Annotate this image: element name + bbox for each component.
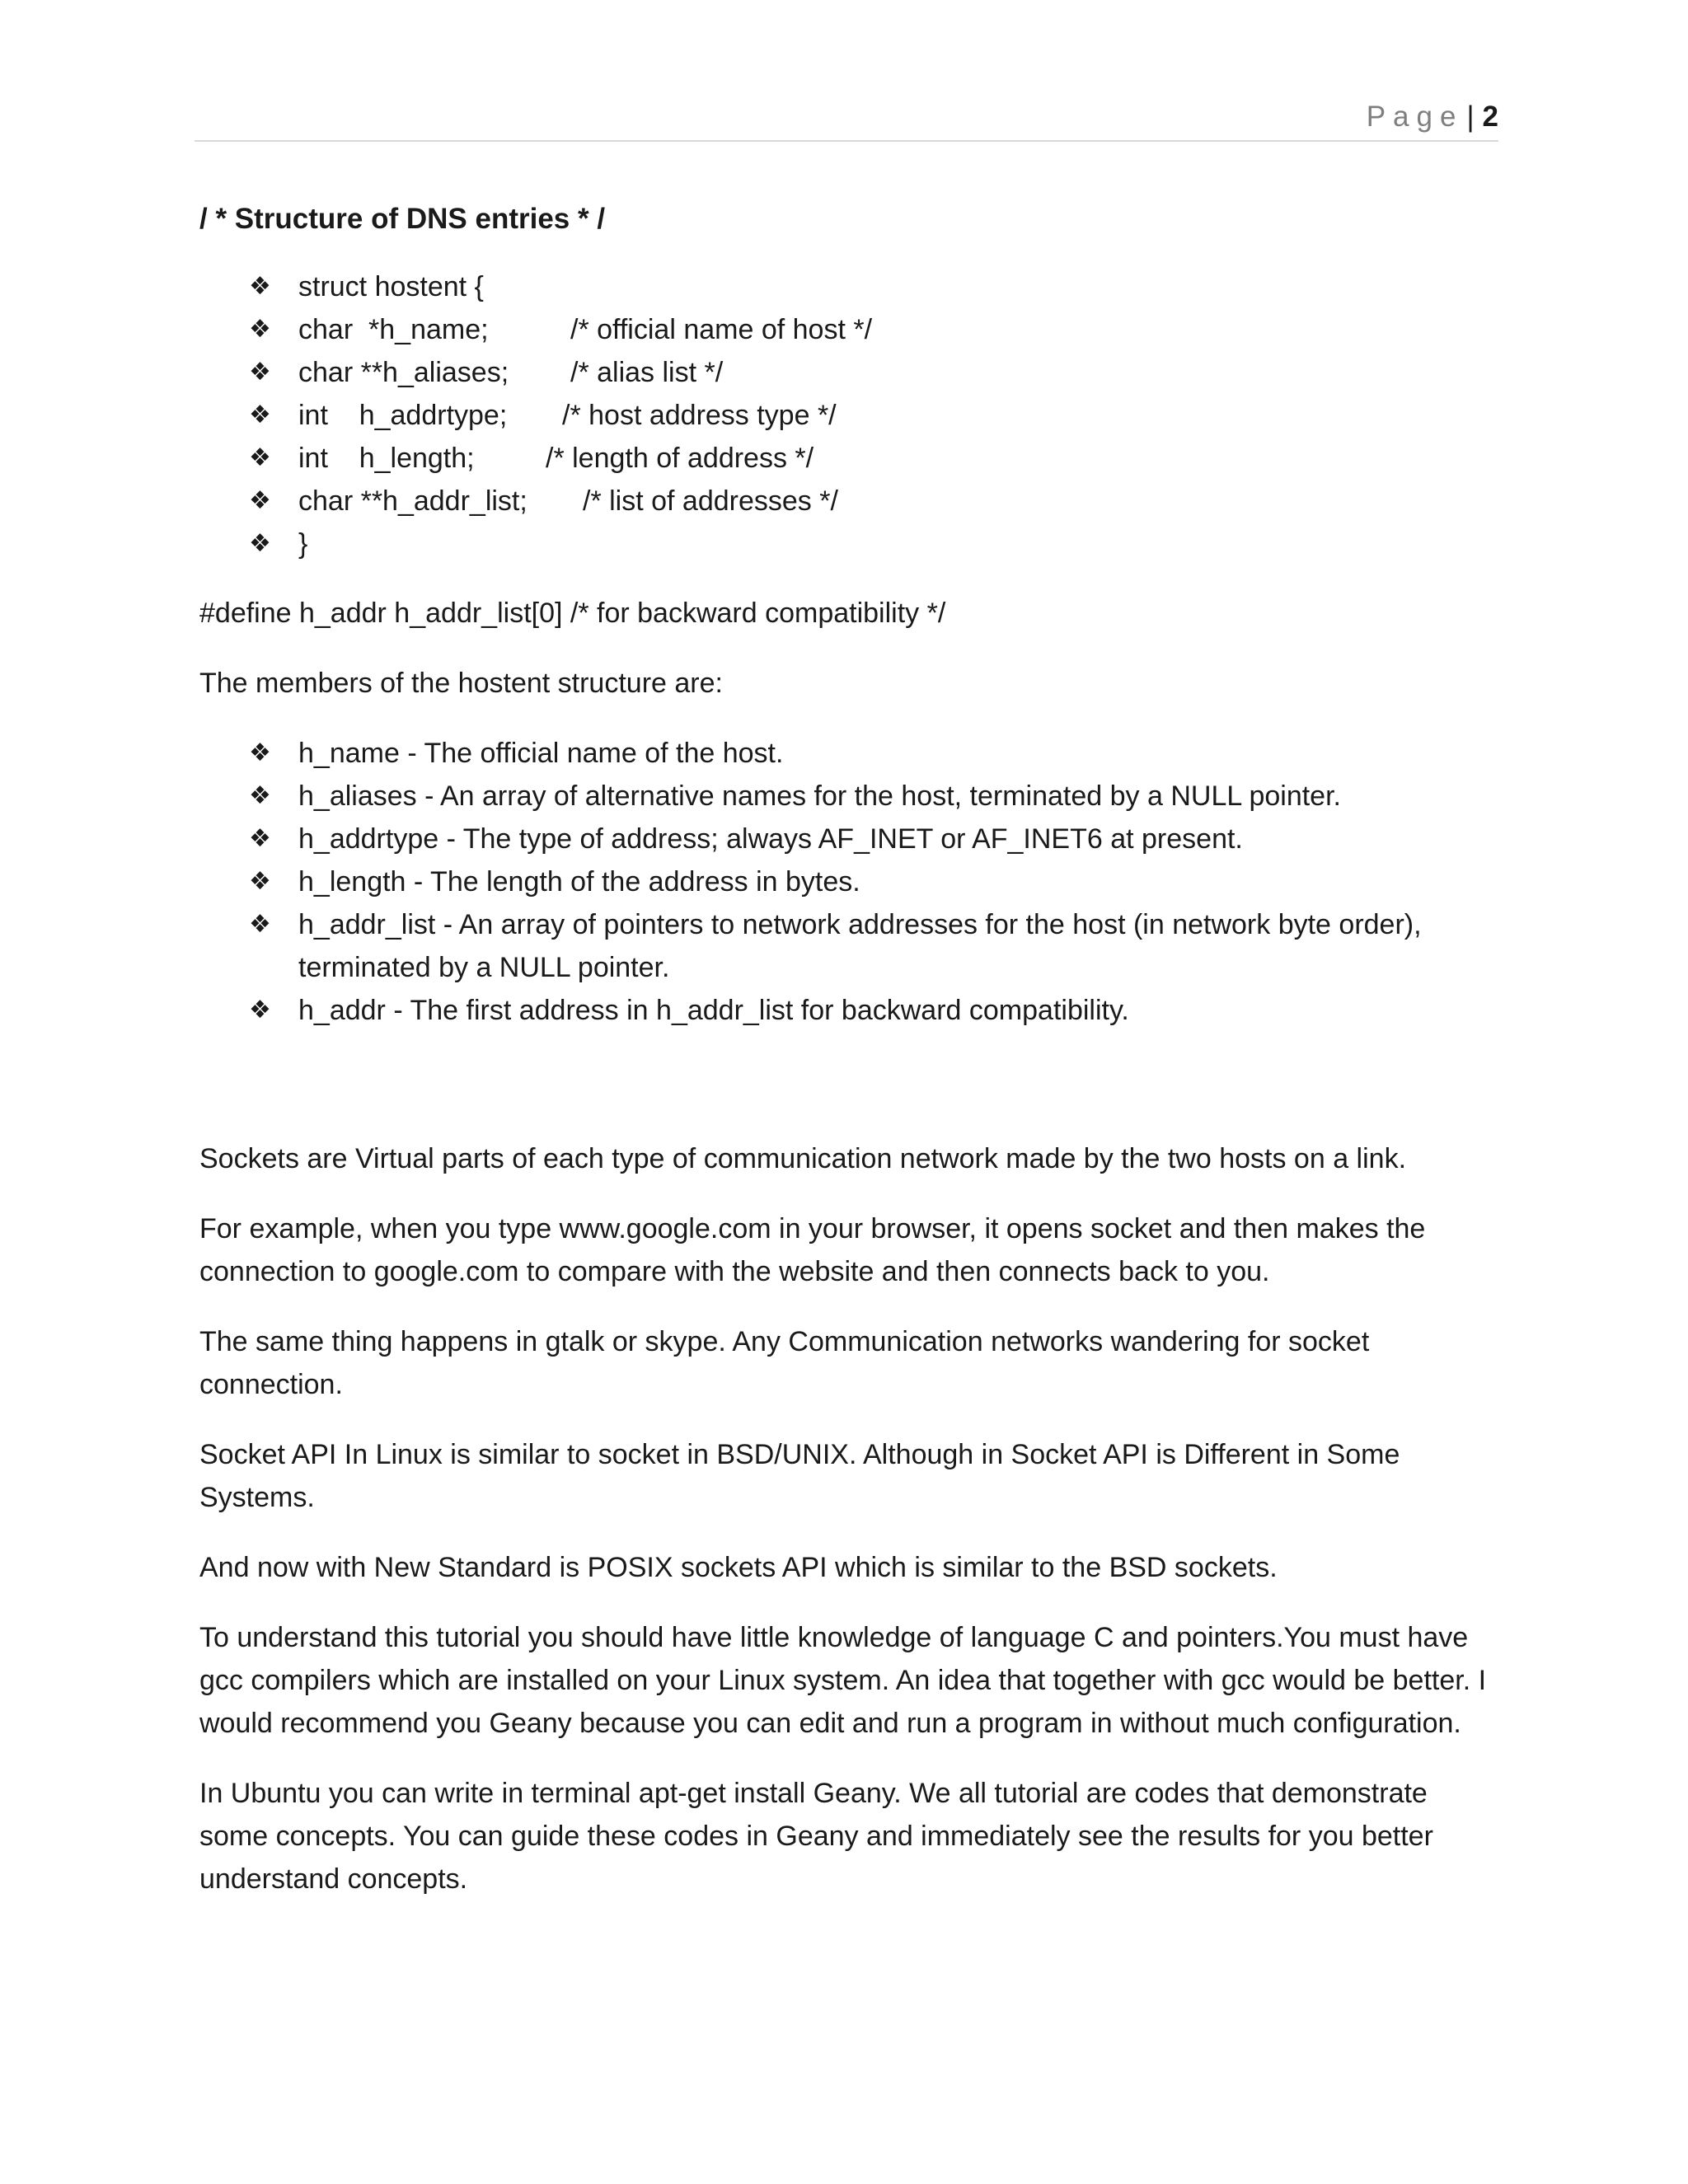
bullet-icon: ❖: [249, 315, 271, 344]
struct-line-text: char **h_addr_list;: [298, 485, 528, 517]
struct-line-comment: /* list of addresses */: [583, 485, 838, 517]
document-body: [199, 198, 1502, 1928]
member-text: h_length - The length of the address in bytes.: [298, 866, 860, 898]
define-line: #define h_addr h_addr_list[0] /* for backward compatibility */: [199, 598, 946, 629]
struct-line-comment: /* official name of host */: [570, 314, 873, 345]
struct-line-comment: /* host address type */: [562, 400, 837, 431]
member-text: h_aliases - An array of alternative names for the host, terminated by a NULL pointer.: [298, 780, 1341, 812]
body-paragraph: And now with New Standard is POSIX sockets API which is similar to the BSD sockets.: [199, 1552, 1278, 1583]
page-header: [195, 97, 1498, 142]
bullet-icon: ❖: [249, 781, 271, 810]
member-text: h_addrtype - The type of address; always AF_INET or AF_INET6 at present.: [298, 823, 1243, 855]
page-separator: |: [1466, 101, 1475, 133]
bullet-icon: ❖: [249, 401, 271, 429]
struct-line-text: }: [298, 528, 308, 560]
members-list: [199, 732, 1502, 1032]
page-number: 2: [1482, 101, 1498, 133]
section-heading: / * Structure of DNS entries * /: [199, 203, 606, 235]
struct-line: [249, 308, 1502, 351]
body-paragraph: For example, when you type www.google.com in your browser, it opens socket and then makes the connection to google.com to compare with the website and then connects back to you.: [199, 1213, 1426, 1287]
struct-line: [249, 351, 1502, 394]
bullet-icon: ❖: [249, 996, 271, 1024]
struct-line-text: struct hostent {: [298, 271, 484, 302]
bullet-icon: ❖: [249, 824, 271, 853]
struct-definition-list: [199, 265, 1502, 565]
bullet-icon: ❖: [249, 910, 271, 939]
struct-line-text: char *h_name;: [298, 314, 489, 345]
body-paragraph: The same thing happens in gtalk or skype. Any Communication networks wandering for socket connection.: [199, 1326, 1370, 1400]
bullet-icon: ❖: [249, 358, 271, 387]
members-intro: The members of the hostent structure are:: [199, 668, 723, 699]
page-word: Page: [1366, 101, 1464, 133]
member-item: [249, 775, 1502, 818]
body-paragraph: Socket API In Linux is similar to socket in BSD/UNIX. Although in Socket API is Different in Some Systems.: [199, 1439, 1400, 1513]
struct-line: [249, 265, 1502, 308]
struct-line-comment: /* length of address */: [546, 443, 814, 474]
bullet-icon: ❖: [249, 738, 271, 767]
page-number-label: [1367, 97, 1498, 137]
bullet-icon: ❖: [249, 529, 271, 558]
member-text: h_addr_list - An array of pointers to network addresses for the host (in network byte order), terminated by a NULL pointer.: [298, 909, 1422, 983]
member-text: h_addr - The first address in h_addr_list for backward compatibility.: [298, 995, 1129, 1026]
struct-line-text: char **h_aliases;: [298, 357, 509, 388]
body-paragraph: Sockets are Virtual parts of each type of communication network made by the two hosts on a link.: [199, 1143, 1407, 1174]
struct-line: [249, 480, 1502, 523]
member-item: [249, 860, 1502, 903]
struct-line: [249, 437, 1502, 480]
struct-line: [249, 394, 1502, 437]
member-text: h_name - The official name of the host.: [298, 738, 784, 769]
body-paragraph: To understand this tutorial you should have little knowledge of language C and pointers.You must have gcc compilers which are installed on your Linux system. An idea that together with gcc would be better. I would recommend you Geany because you can edit and run a program in without much configuration.: [199, 1622, 1487, 1739]
struct-line-comment: /* alias list */: [570, 357, 724, 388]
body-paragraph: In Ubuntu you can write in terminal apt-get install Geany. We all tutorial are codes that demonstrate some concepts. You can guide these codes in Geany and immediately see the results for you better understand concepts.: [199, 1778, 1433, 1895]
bullet-icon: ❖: [249, 443, 271, 472]
struct-line-text: int h_length;: [298, 443, 475, 474]
member-item: [249, 903, 1502, 989]
bullet-icon: ❖: [249, 486, 271, 515]
member-item: [249, 989, 1502, 1032]
member-item: [249, 732, 1502, 775]
struct-line: [249, 523, 1502, 565]
member-item: [249, 818, 1502, 860]
section-spacer: [199, 1058, 1502, 1137]
struct-line-text: int h_addrtype;: [298, 400, 508, 431]
bullet-icon: ❖: [249, 272, 271, 301]
bullet-icon: ❖: [249, 867, 271, 896]
